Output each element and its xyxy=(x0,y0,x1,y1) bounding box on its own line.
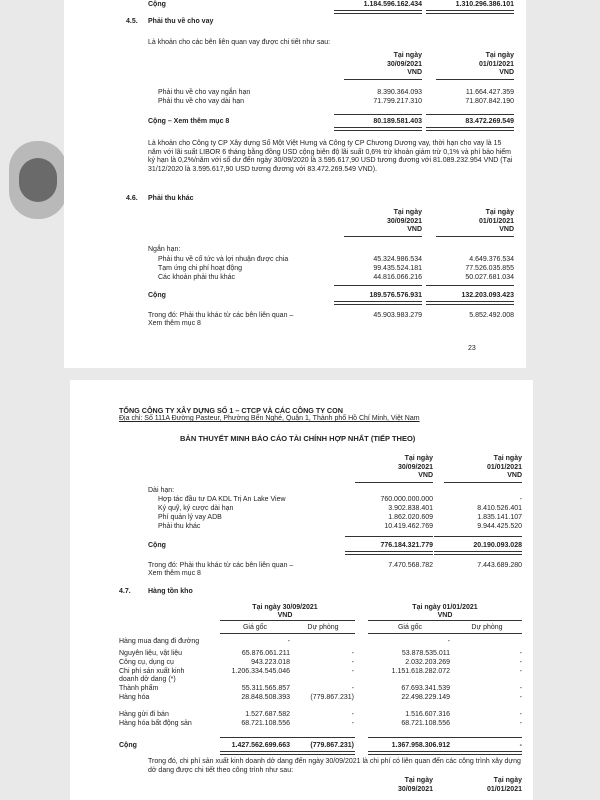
inventory-row-label: Nguyên liệu, vật liệu xyxy=(119,650,183,657)
row-value-2: 1.835.141.107 xyxy=(477,514,522,521)
row-value-1: 71.799.217.310 xyxy=(373,98,422,105)
unit-label-1: VND xyxy=(277,612,293,619)
total-value-1: 189.576.576.931 xyxy=(369,292,422,299)
inventory-provision-1: - xyxy=(351,659,354,666)
inventory-cost-2: 2.032.203.269 xyxy=(405,659,450,666)
related-label: Trong đó: Phải thu khác từ các bên liên quan – xyxy=(148,312,294,319)
section-intro: Là khoản cho các bên liên quan vay được chi tiết như sau: xyxy=(148,39,331,46)
row-label: Phải thu về cho vay dài hạn xyxy=(158,98,245,105)
row-value-2: 11.664.427.359 xyxy=(465,89,514,96)
assistive-touch-button[interactable] xyxy=(9,141,67,219)
inventory-cost-1: 65.876.061.211 xyxy=(241,650,290,657)
company-name: TỔNG CÔNG TY XÂY DỰNG SỐ 1 – CTCP VÀ CÁC CÔNG TY CON xyxy=(119,406,343,415)
row-value-2: 77.526.035.855 xyxy=(465,265,514,272)
row-label: Tạm ứng chi phí hoạt động xyxy=(158,265,243,272)
inventory-cost-2: 1.151.618.282.072 xyxy=(391,668,450,675)
total-label: Cộng xyxy=(148,542,166,549)
row-value-1: 760.000.000.000 xyxy=(380,496,433,503)
row-label: Hợp tác đầu tư DA KDL Trị An Lake View xyxy=(158,496,286,503)
row-value-2: 4.649.376.534 xyxy=(469,256,514,263)
inventory-provision-1: - xyxy=(351,668,354,675)
row-value-1: 3.902.838.401 xyxy=(388,505,433,512)
total-value-2: 132.203.093.423 xyxy=(461,292,514,299)
row-value-1: 45.324.986.534 xyxy=(373,256,422,263)
group-label: Dài hạn: xyxy=(148,487,175,494)
document-page-23 xyxy=(64,0,526,368)
row-value-2: - xyxy=(519,496,522,503)
total-cost-2: 1.367.958.306.912 xyxy=(391,742,450,749)
row-label: Phải thu về cổ tức và lợi nhuận được chia xyxy=(158,256,289,263)
row-value-2: 71.807.842.190 xyxy=(465,98,514,105)
total-label: Cộng xyxy=(119,742,137,749)
inventory-provision-2: - xyxy=(519,711,522,718)
total-provision-2: - xyxy=(519,742,522,749)
inventory-provision-2: - xyxy=(519,720,522,727)
inventory-cost-1: 1.206.334.545.046 xyxy=(231,668,290,675)
inventory-provision-1: - xyxy=(351,685,354,692)
inventory-provision-2: - xyxy=(519,668,522,675)
inventory-provision-1: - xyxy=(351,650,354,657)
inventory-cost-1: 68.721.108.556 xyxy=(241,720,290,727)
assistive-touch-icon xyxy=(19,158,57,202)
loan-note: Là khoản cho Công ty CP Xây dựng Số Một Việt Hưng và Công ty CP Chương Dương vay, thời hạn cho vay là 15 năm với lãi suất LIBOR 6 tháng bằng đồng USD cộng biên độ lãi suất 0,6% trừ khoản giảm trừ 0,1% và phí bảo hiểm ký hạn là 0,2%/năm với số dư đến ngày 30/09/2020 là 3.595.617,90 USD tương đương với 81.089.232.954 VND (Tại 31/12/2020 là 3.595.617,90 USD tương đương với 83.472.269.549 VND). xyxy=(148,140,513,173)
col-header-1: Tại ngày 30/09/2021 VND xyxy=(386,52,422,76)
inventory-cost-1: 28.848.508.393 xyxy=(241,694,290,701)
inventory-cost-1: 943.223.018 xyxy=(251,659,290,666)
col-header-1: Tại ngày 30/09/2021 VND xyxy=(386,209,422,233)
total-value-1: 80.189.581.403 xyxy=(373,118,422,125)
total-label: Cộng xyxy=(148,292,166,299)
related-label-2: Xem thêm mục 8 xyxy=(148,320,201,327)
section-number: 4.7. xyxy=(119,588,131,595)
inventory-provision-2: - xyxy=(519,659,522,666)
total-value-2: 1.310.296.386.101 xyxy=(455,1,514,8)
col-header-2: Tại ngày 01/01/2021 VND xyxy=(478,209,514,233)
inventory-provision-1: - xyxy=(351,720,354,727)
col-header-2: Tại ngày 01/01/2021 VND xyxy=(478,52,514,76)
inventory-cost-1: 1.527.687.582 xyxy=(245,711,290,718)
company-address: Địa chỉ: Số 111A Đường Pasteur, Phường Bến Nghé, Quận 1, Thành phố Hồ Chí Minh, Việt Nam xyxy=(119,415,420,422)
inventory-cost-2: 53.878.535.011 xyxy=(401,650,450,657)
inventory-row-label: Chi phí sản xuất kinh xyxy=(119,668,185,675)
inventory-row-label: Công cụ, dụng cụ xyxy=(119,659,174,666)
total-label: Cộng – Xem thêm mục 8 xyxy=(148,118,230,125)
total-provision-1: (779.867.231) xyxy=(310,742,354,749)
row-value-2: 9.944.425.520 xyxy=(477,523,522,530)
col-header-1: Tại ngày 30/09/2021 VND xyxy=(397,455,433,479)
row-label: Phí quản lý vay ADB xyxy=(158,514,222,521)
inventory-row-label: Thành phẩm xyxy=(119,685,159,692)
inventory-row-label-2: doanh dở dang (*) xyxy=(119,676,176,683)
row-value-1: 44.816.066.216 xyxy=(373,274,422,281)
inventory-cost-2: 67.693.341.539 xyxy=(401,685,450,692)
section-title: Phải thu khác xyxy=(148,195,194,202)
inventory-provision-1: - xyxy=(351,711,354,718)
total-label: Cộng xyxy=(148,1,166,8)
total-value-2: 83.472.269.549 xyxy=(465,118,514,125)
row-value-1: 10.419.462.769 xyxy=(384,523,433,530)
page-number: 23 xyxy=(468,345,476,352)
inventory-provision-1: (779.867.231) xyxy=(310,694,354,701)
inventory-provision-2: - xyxy=(519,694,522,701)
row-value-1: 99.435.524.181 xyxy=(373,265,422,272)
row-value-2: 50.027.681.034 xyxy=(465,274,514,281)
period-header-1: Tại ngày 30/09/2021 xyxy=(252,604,318,611)
inventory-cost-2: 68.721.108.556 xyxy=(401,720,450,727)
related-value-1: 7.470.568.782 xyxy=(388,562,433,569)
inventory-row-label: Hàng gửi đi bán xyxy=(119,711,169,718)
inventory-provision-2: - xyxy=(519,650,522,657)
related-value-2: 5.852.492.008 xyxy=(469,312,514,319)
total-cost-1: 1.427.562.699.663 xyxy=(231,742,290,749)
inventory-row-label: Hàng hóa xyxy=(119,694,150,701)
wip-note: Trong đó, chi phí sản xuất kinh doanh dở dang đến ngày 30/09/2021 là chi phí có liên quan đến các công trình xây dựng dở dang được chi tiết theo công trình như sau: xyxy=(148,758,521,774)
report-title: BẢN THUYẾT MINH BÁO CÁO TÀI CHÍNH HỢP NHẤT (TIẾP THEO) xyxy=(180,434,416,443)
col-cost-2: Giá gốc xyxy=(397,624,423,631)
section-title: Hàng tồn kho xyxy=(148,588,193,595)
row-label: Phải thu khác xyxy=(158,523,201,530)
related-value-1: 45.903.983.279 xyxy=(373,312,422,319)
inventory-cost-2: 22.498.229.149 xyxy=(401,694,450,701)
foot-header-1: Tại ngày 30/09/2021 xyxy=(397,777,433,793)
col-header-2: Tại ngày 01/01/2021 VND xyxy=(486,455,522,479)
section-number: 4.6. xyxy=(126,195,138,202)
row-label: Các khoản phải thu khác xyxy=(158,274,236,281)
total-value-1: 1.184.596.162.434 xyxy=(363,1,422,8)
inventory-row-label: Hàng hóa bất động sản xyxy=(119,720,192,727)
inventory-cost-2: 1.516.607.316 xyxy=(405,711,450,718)
row-label: Phải thu về cho vay ngắn hạn xyxy=(158,89,251,96)
related-label: Trong đó: Phải thu khác từ các bên liên quan – xyxy=(148,562,294,569)
col-provision-1: Dự phòng xyxy=(307,624,339,631)
related-label-2: Xem thêm mục 8 xyxy=(148,570,201,577)
col-provision-2: Dự phòng xyxy=(471,624,503,631)
col-cost-1: Giá gốc xyxy=(242,624,268,631)
inventory-cost-1: 55.311.565.857 xyxy=(241,685,290,692)
row-value-2: 8.410.526.401 xyxy=(477,505,522,512)
unit-label-2: VND xyxy=(437,612,453,619)
inventory-provision-2: - xyxy=(519,685,522,692)
period-header-2: Tại ngày 01/01/2021 xyxy=(412,604,478,611)
group-label: Ngắn hạn: xyxy=(148,246,181,253)
related-value-2: 7.443.689.280 xyxy=(477,562,522,569)
row-value-1: 1.862.020.609 xyxy=(388,514,433,521)
row-value-1: 8.390.364.093 xyxy=(377,89,422,96)
inventory-cost-2: - xyxy=(447,638,450,645)
total-value-1: 776.184.321.779 xyxy=(380,542,433,549)
row-label: Ký quỹ, ký cược dài hạn xyxy=(158,505,234,512)
section-title: Phải thu về cho vay xyxy=(148,18,214,25)
document-page-24 xyxy=(70,380,533,800)
section-number: 4.5. xyxy=(126,18,138,25)
foot-header-2: Tại ngày 01/01/2021 xyxy=(486,777,522,793)
inventory-cost-1: - xyxy=(287,638,290,645)
total-value-2: 20.190.093.028 xyxy=(473,542,522,549)
inventory-row-label: Hàng mua đang đi đường xyxy=(119,638,200,645)
